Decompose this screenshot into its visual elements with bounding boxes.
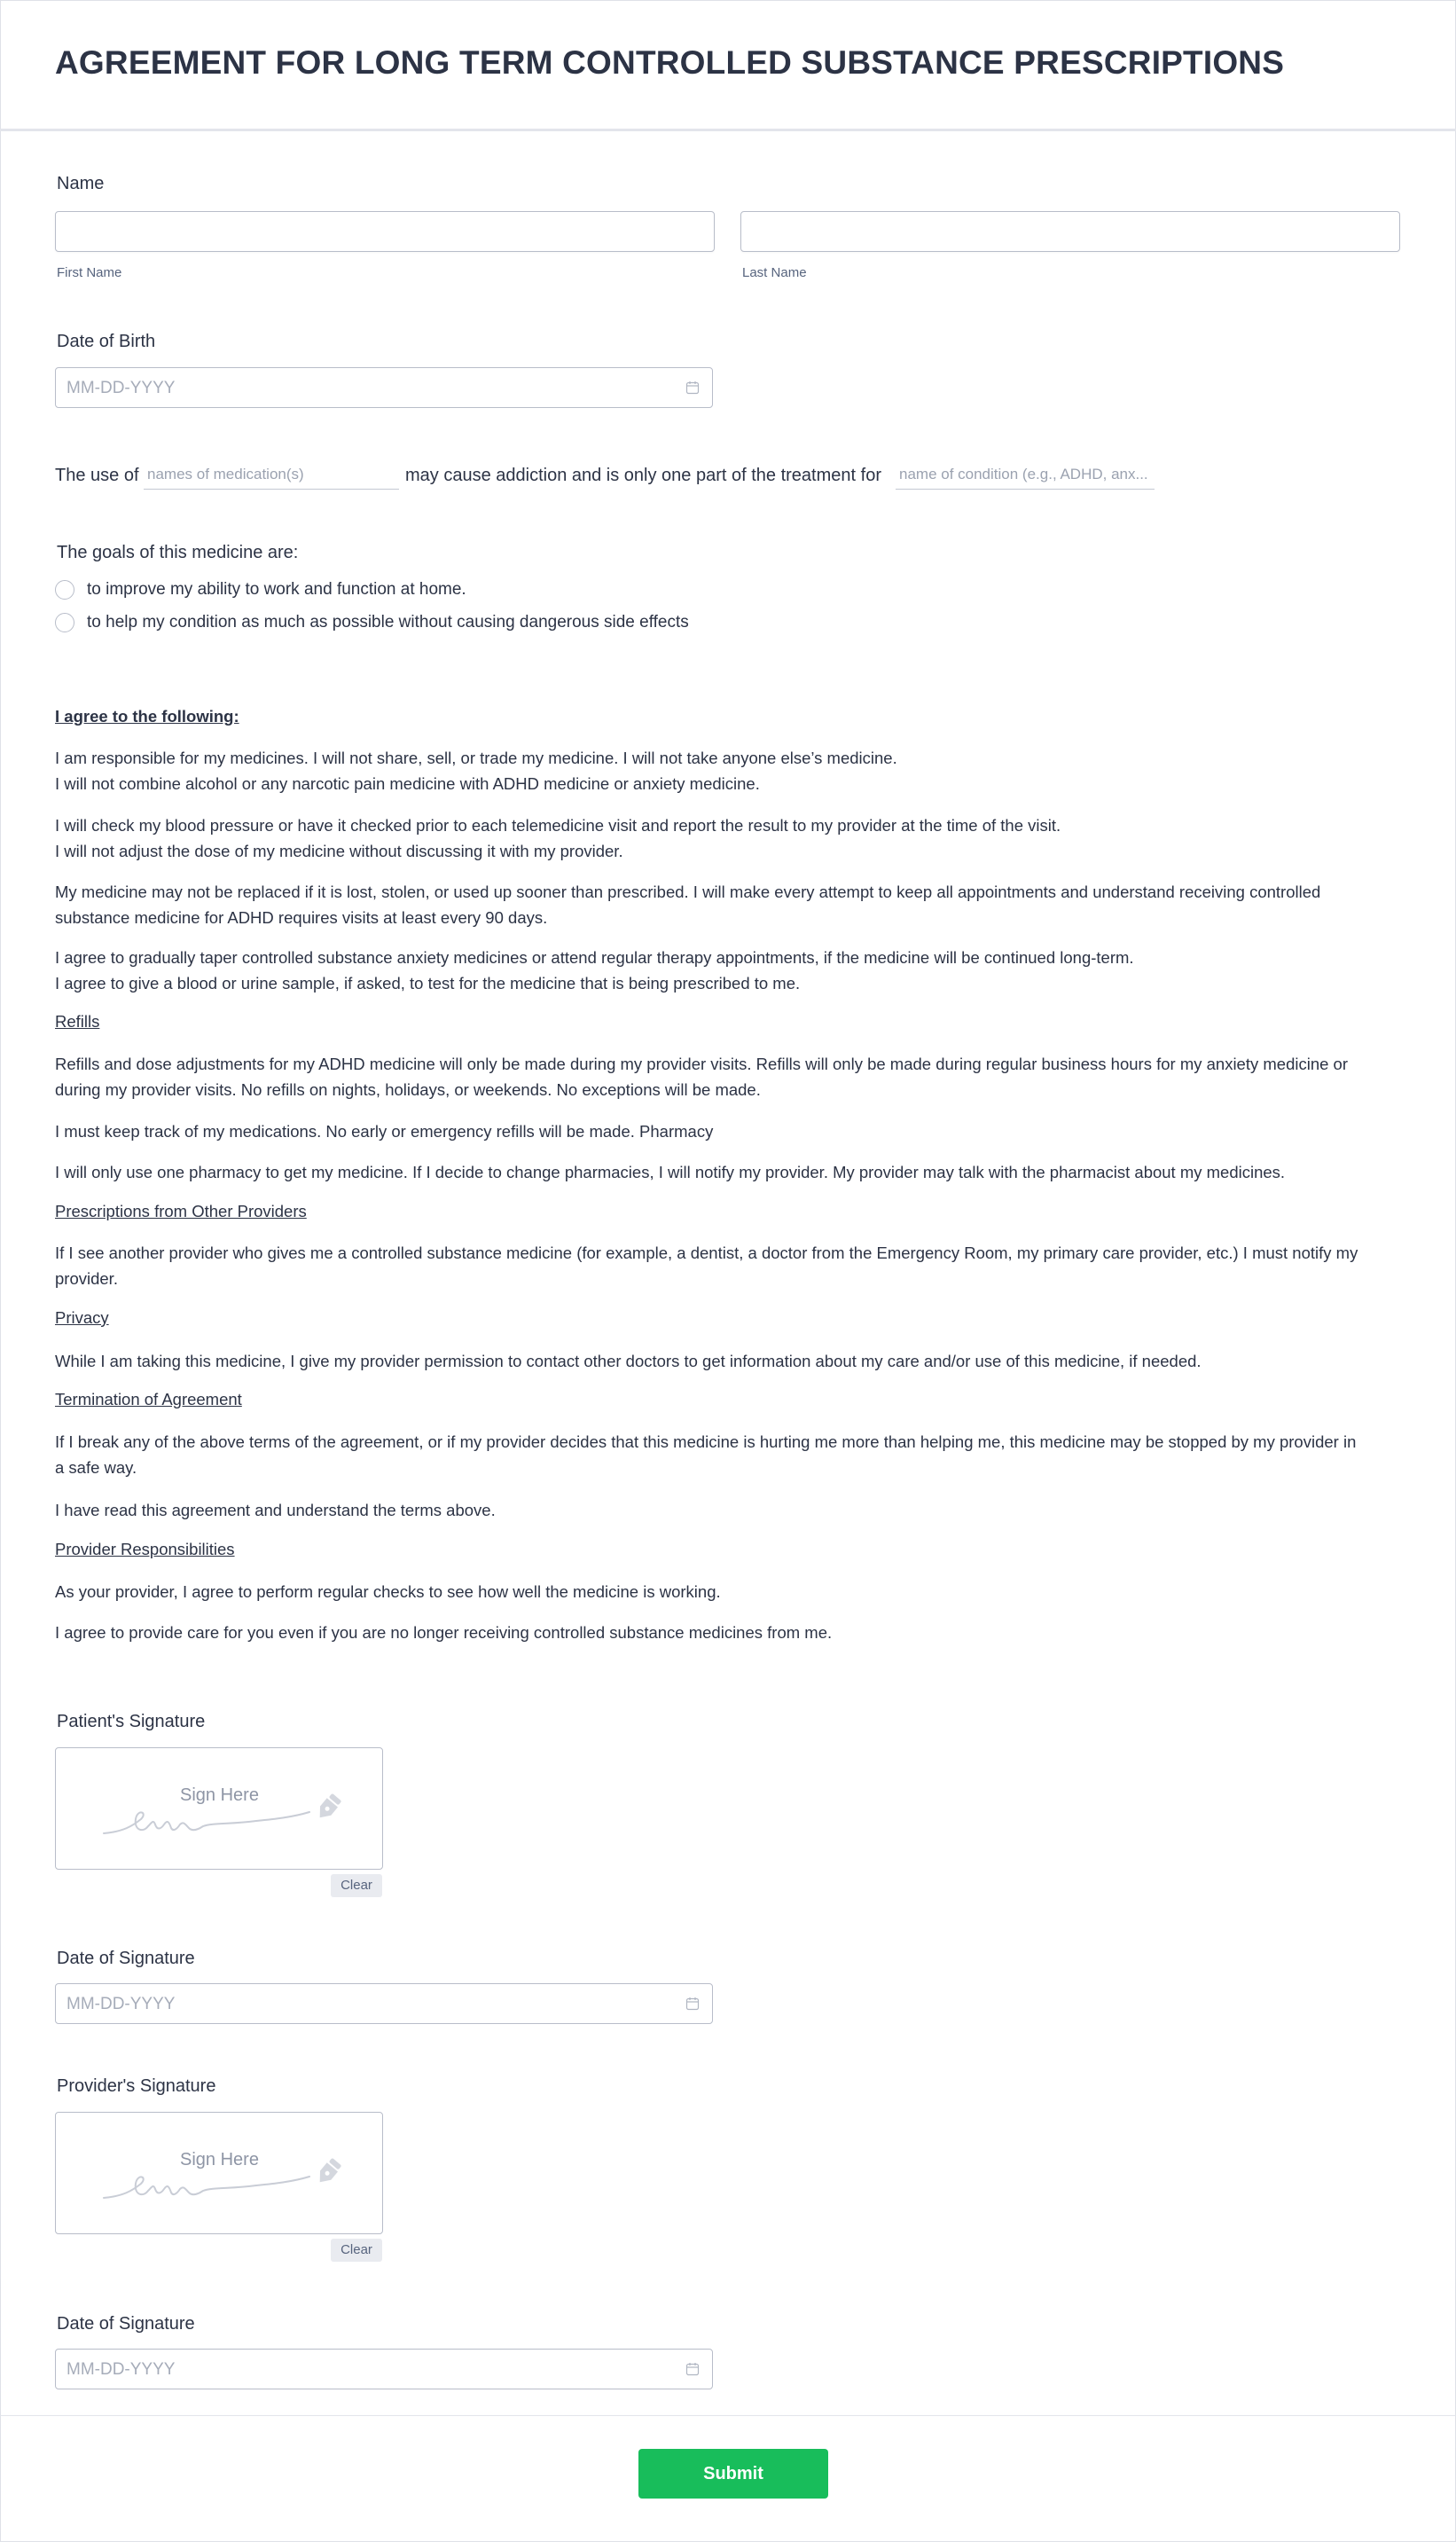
radio-button[interactable] (55, 613, 74, 632)
provider-paragraph-2: I agree to provide care for you even if you are no longer receiving controlled substance medicines from me. (55, 1623, 833, 1642)
first-name-sublabel: First Name (57, 265, 122, 280)
calendar-icon[interactable] (685, 1997, 700, 2011)
medication-names-input[interactable] (144, 464, 399, 490)
agreement-line: during my provider visits. No refills on nights, holidays, or weekends. No exceptions will be made. (55, 1080, 761, 1099)
condition-name-placeholder: name of condition (e.g., ADHD, anx... (899, 466, 1148, 483)
agreement-line: I agree to gradually taper controlled substance anxiety medicines or attend regular therapy appointments, if the medicine will be continued long-term. (55, 948, 1134, 967)
pen-icon (97, 1787, 354, 1849)
dob-input[interactable] (55, 367, 713, 408)
agreement-line: I will check my blood pressure or have it checked prior to each telemedicine visit and report the result to my provider at the time of the visit. (55, 816, 1061, 835)
termination-paragraph (55, 1429, 1403, 1480)
usage-prefix: The use of (55, 466, 139, 485)
termination-heading: Termination of Agreement (55, 1390, 242, 1408)
footer-divider (0, 2415, 1456, 2416)
other-providers-paragraph (55, 1240, 1403, 1291)
agreement-heading: I agree to the following: (55, 707, 239, 726)
goal-option-label: to improve my ability to work and function at home. (87, 580, 466, 599)
provider-responsibilities-heading: Provider Responsibilities (55, 1540, 235, 1558)
agreement-line: I will not adjust the dose of my medicine without discussing it with my provider. (55, 842, 623, 860)
pharmacy-paragraph: I will only use one pharmacy to get my medicine. If I decide to change pharmacies, I will notify my provider. My provider may talk with the pharmacist about my medicines. (55, 1163, 1286, 1181)
agreement-paragraph-4 (55, 945, 1403, 996)
privacy-paragraph: While I am taking this medicine, I give my provider permission to contact other doctors to get information about my care and/or use of this medicine, if needed. (55, 1352, 1202, 1370)
refills-paragraph (55, 1051, 1403, 1102)
provider-signature-label: Provider's Signature (57, 2076, 216, 2096)
radio-button[interactable] (55, 580, 74, 600)
last-name-sublabel: Last Name (742, 265, 807, 280)
refills-heading: Refills (55, 1012, 100, 1031)
agreement-line: Refills and dose adjustments for my ADHD medicine will only be made during my provider visits. Refills will only be made during regular business hours for my anxiety medicine or (55, 1055, 1349, 1073)
agreement-line: If I see another provider who gives me a controlled substance medicine (for example, a dentist, a doctor from the Emergency Room, my primary care provider, etc.) I must notify my (55, 1244, 1358, 1262)
condition-name-input[interactable] (896, 464, 1155, 490)
sign-here-text: Sign Here (180, 2150, 259, 2169)
name-label: Name (57, 174, 105, 193)
patient-date-placeholder: MM-DD-YYYY (67, 1995, 176, 2013)
clear-provider-signature-button[interactable]: Clear (331, 2239, 382, 2262)
pen-icon (97, 2152, 354, 2214)
privacy-heading: Privacy (55, 1308, 109, 1327)
usage-middle-text: may cause addiction and is only one part of the treatment for (405, 466, 881, 485)
provider-date-placeholder: MM-DD-YYYY (67, 2360, 176, 2379)
other-providers-heading: Prescriptions from Other Providers (55, 1202, 307, 1220)
calendar-icon[interactable] (685, 2362, 700, 2376)
patient-date-input[interactable] (55, 1983, 713, 2024)
clear-patient-signature-button[interactable]: Clear (331, 1874, 382, 1897)
agreement-paragraph-2 (55, 812, 1403, 864)
provider-signature-pad[interactable] (55, 2112, 383, 2234)
read-paragraph: I have read this agreement and understand the terms above. (55, 1501, 496, 1519)
goals-label: The goals of this medicine are: (57, 543, 299, 562)
agreement-line: If I break any of the above terms of the agreement, or if my provider decides that this medicine is hurting me more than helping me, this medicine may be stopped by my provider in (55, 1432, 1357, 1451)
form-title: AGREEMENT FOR LONG TERM CONTROLLED SUBSTANCE PRESCRIPTIONS (55, 44, 1285, 81)
patient-signature-pad[interactable] (55, 1747, 383, 1870)
provider-paragraph-1: As your provider, I agree to perform regular checks to see how well the medicine is working. (55, 1582, 721, 1601)
dob-label: Date of Birth (57, 332, 156, 351)
calendar-icon[interactable] (685, 381, 700, 395)
agreement-line: substance medicine for ADHD requires visits at least every 90 days. (55, 908, 548, 927)
first-name-input[interactable] (55, 211, 715, 252)
sign-here-text: Sign Here (180, 1785, 259, 1805)
patient-signature-label: Patient's Signature (57, 1712, 206, 1731)
submit-button[interactable]: Submit (638, 2449, 828, 2499)
agreement-line: I will not combine alcohol or any narcotic pain medicine with ADHD medicine or anxiety medicine. (55, 774, 760, 793)
agreement-line: a safe way. (55, 1458, 137, 1477)
provider-date-label: Date of Signature (57, 2314, 195, 2334)
patient-date-label: Date of Signature (57, 1949, 195, 1968)
agreement-paragraph-3 (55, 879, 1403, 930)
agreement-line: provider. (55, 1269, 118, 1288)
dob-placeholder: MM-DD-YYYY (67, 379, 176, 397)
track-paragraph: I must keep track of my medications. No early or emergency refills will be made. Pharmacy (55, 1122, 714, 1141)
medication-names-placeholder: names of medication(s) (147, 466, 304, 483)
last-name-input[interactable] (740, 211, 1400, 252)
form-header (0, 0, 1456, 131)
agreement-line: I agree to give a blood or urine sample, if asked, to test for the medicine that is being prescribed to me. (55, 974, 801, 992)
agreement-paragraph-1 (55, 745, 1403, 796)
provider-date-input[interactable] (55, 2349, 713, 2389)
agreement-line: I am responsible for my medicines. I will not share, sell, or trade my medicine. I will not take anyone else’s medicine. (55, 749, 897, 767)
goal-option-label: to help my condition as much as possible without causing dangerous side effects (87, 613, 689, 632)
agreement-line: My medicine may not be replaced if it is lost, stolen, or used up sooner than prescribed. I will make every attempt to keep all appointments and understand receiving controlled (55, 883, 1321, 901)
